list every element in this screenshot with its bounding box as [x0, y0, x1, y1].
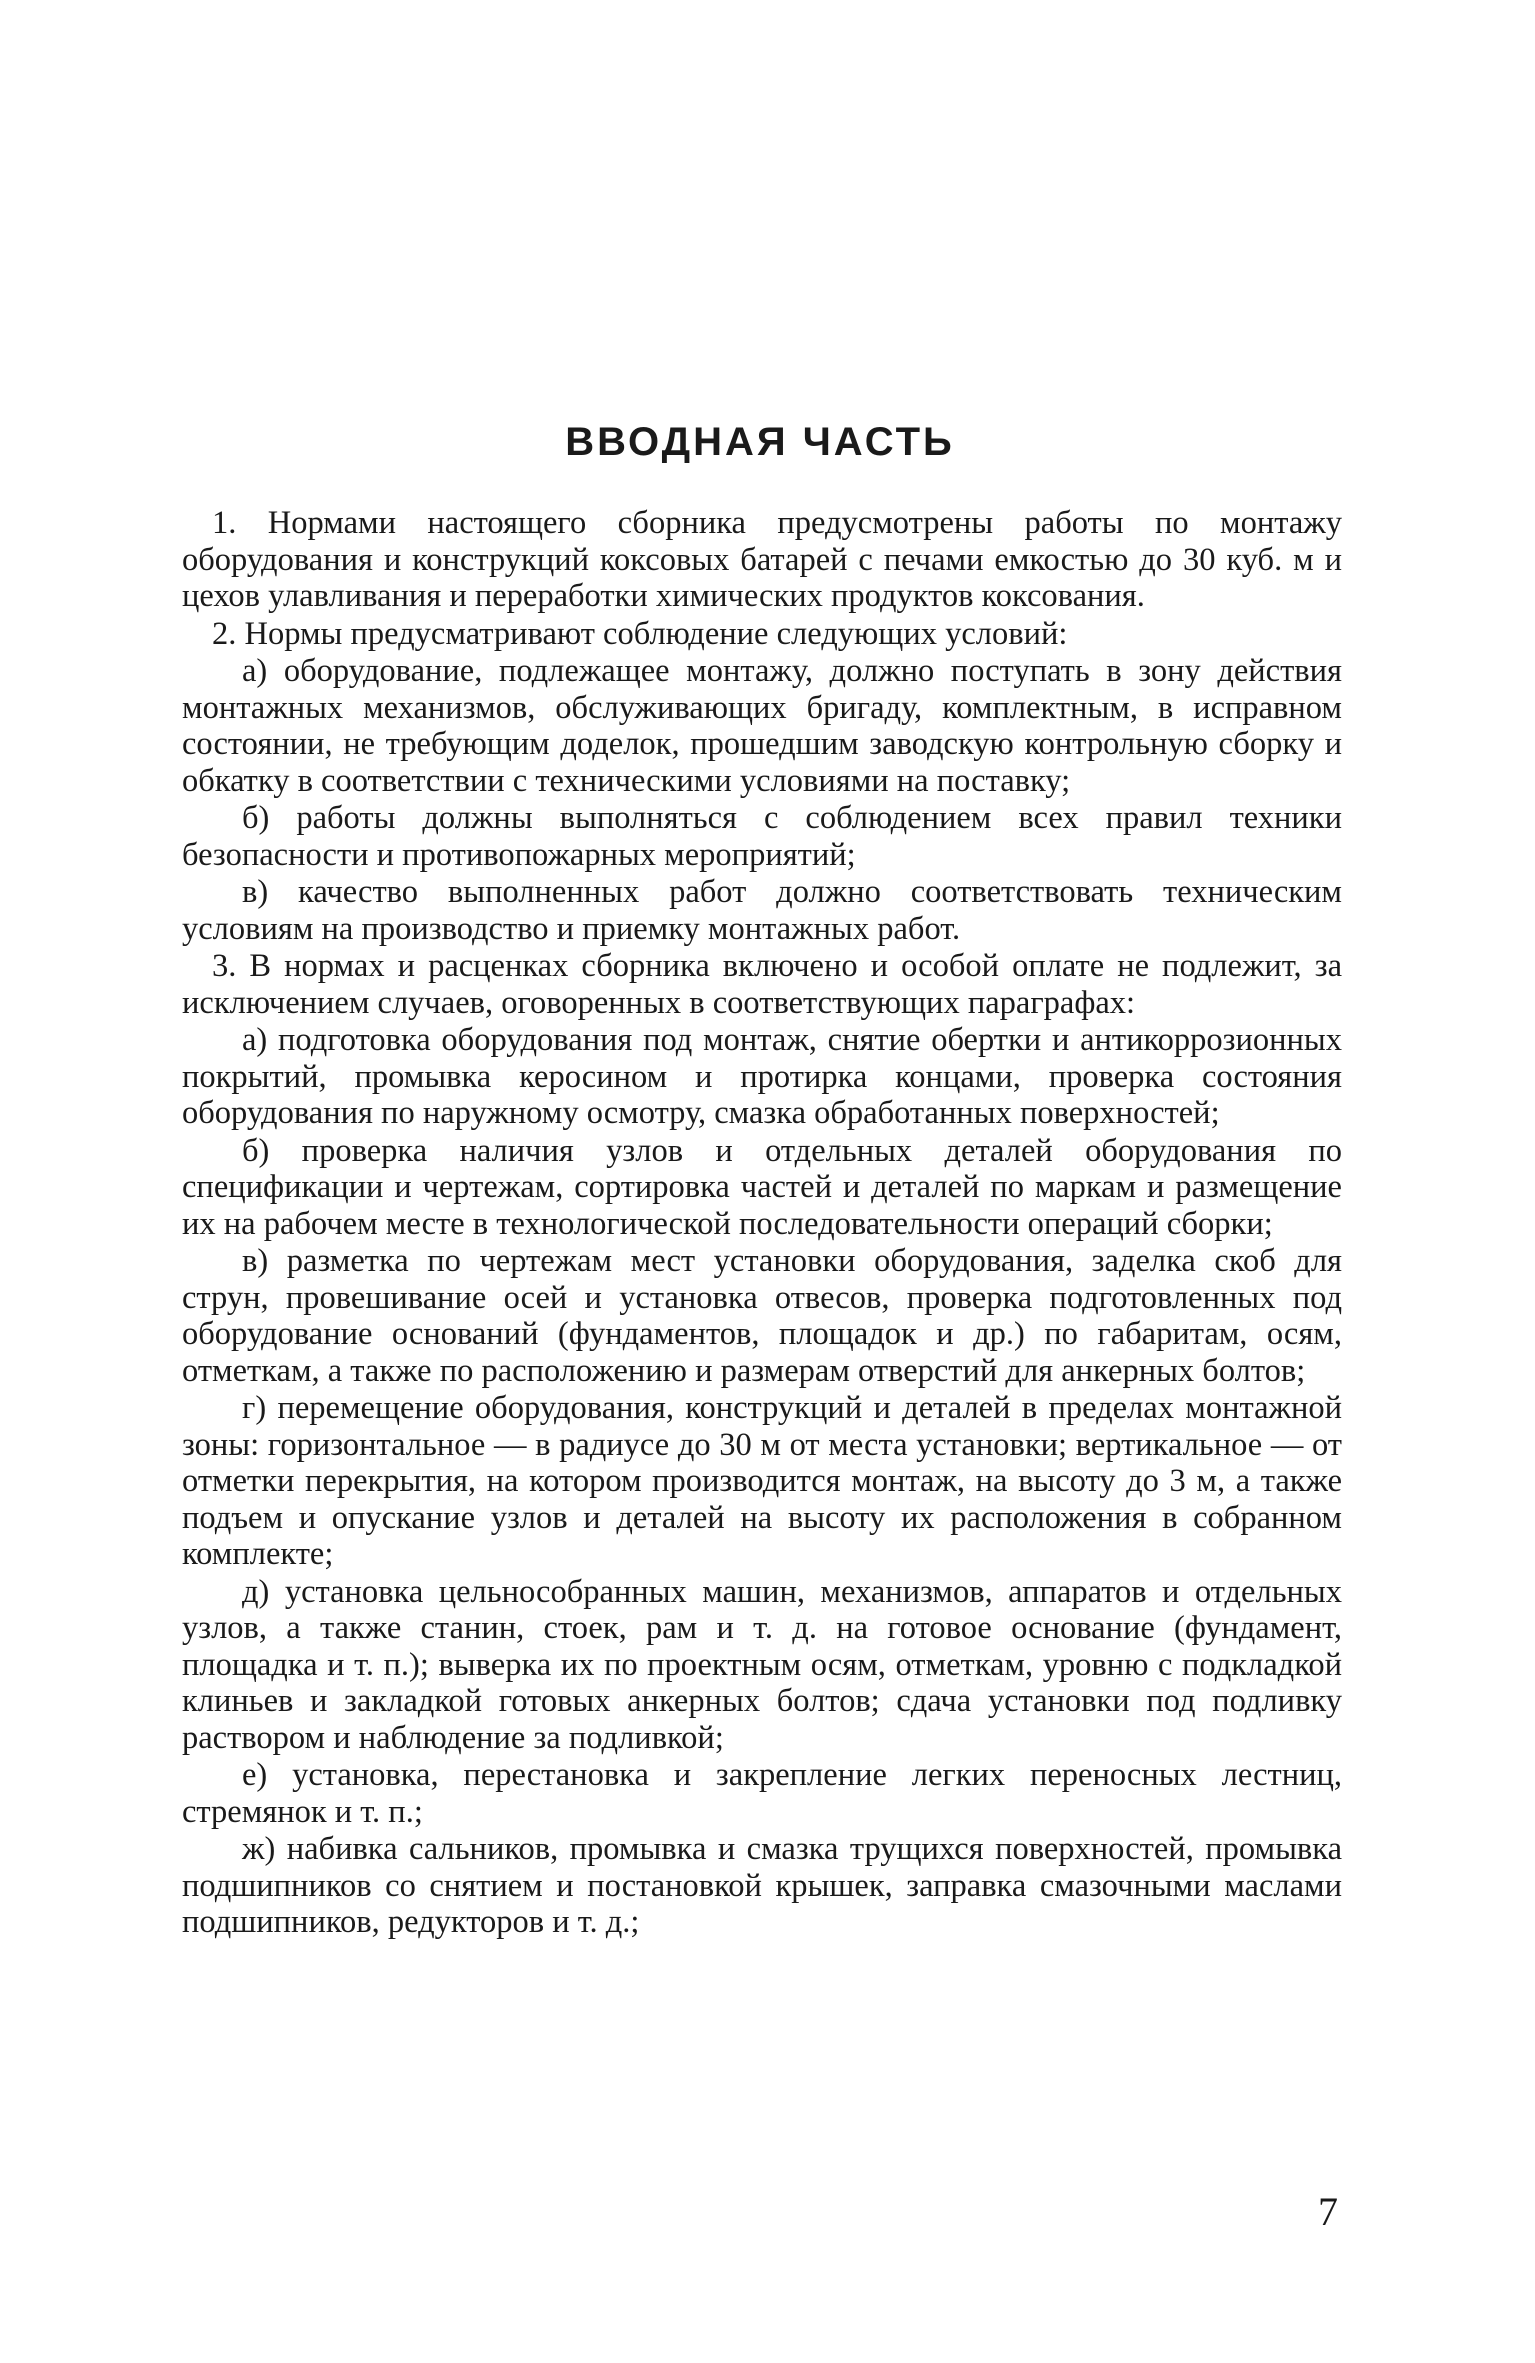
paragraph-3e: е) установка, перестановка и закрепление легких переносных лестниц, стремянок и т. п.; — [182, 1757, 1342, 1830]
paragraph-3v: в) разметка по чертежам мест установки оборудования, заделка скоб для струн, провешивание осей и установка отвесов, проверка подготовленных под оборудование оснований (фундаментов, площадок и др.) по габаритам, осям, отметкам, а также по расположению и размерам отверстий для анкерных болтов; — [182, 1243, 1342, 1389]
paragraph-3g: г) перемещение оборудования, конструкций и деталей в пределах монтажной зоны: горизонтальное — в радиусе до 30 м от места установки; вертикальное — от отметки перекрытия, на котором производится монтаж, на высоту до 3 м, а также подъем и опускание узлов и деталей на высоту их расположения в собранном комплекте; — [182, 1390, 1342, 1572]
paragraph-3b: б) проверка наличия узлов и отдельных деталей оборудования по спецификации и чертежам, сортировка частей и деталей по маркам и размещение их на рабочем месте в технологической последовательности операций сборки; — [182, 1132, 1342, 1242]
paragraph-2: 2. Нормы предусматривают соблюдение следующих условий: — [212, 615, 1068, 652]
section-heading: ВВОДНАЯ ЧАСТЬ — [565, 420, 955, 464]
paragraph-2b: б) работы должны выполняться с соблюдением всех правил техники безопасности и противопожарных мероприятий; — [182, 800, 1342, 873]
paragraph-3zh: ж) набивка сальников, промывка и смазка трущихся поверхностей, промывка подшипников со снятием и постановкой крышек, заправка смазочными маслами подшипников, редукторов и т. д.; — [182, 1831, 1342, 1940]
paragraph-2v: в) качество выполненных работ должно соответствовать техническим условиям на производство и приемку монтажных работ. — [182, 874, 1342, 947]
paragraph-3: 3. В нормах и расценках сборника включено и особой оплате не подлежит, за исключением случаев, оговоренных в соответствующих параграфах: — [182, 948, 1342, 1021]
body-text — [182, 505, 1342, 1942]
paragraph-3a: а) подготовка оборудования под монтаж, снятие обертки и антикоррозионных покрытий, промывка керосином и протирка концами, проверка состояния оборудования по наружному осмотру, смазка обработанных поверхностей; — [182, 1022, 1342, 1131]
paragraph-1: 1. Нормами настоящего сборника предусмотрены работы по монтажу оборудования и конструкций коксовых батарей с печами емкостью до 30 куб. м и цехов улавливания и переработки химических продуктов коксования. — [182, 505, 1342, 614]
paragraph-3d: д) установка цельнособранных машин, механизмов, аппаратов и отдельных узлов, а также станин, стоек, рам и т. д. на готовое основание (фундамент, площадка и т. п.); выверка их по проектным осям, отметкам, уровню с подкладкой клиньев и закладкой готовых анкерных болтов; сдача установки под подливку раствором и наблюдение за подливкой; — [182, 1573, 1342, 1756]
paragraph-2a: а) оборудование, подлежащее монтажу, должно поступать в зону действия монтажных механизмов, обслуживающих бригаду, комплектным, в исправном состоянии, не требующим доделок, прошедшим заводскую контрольную сборку и обкатку в соответствии с техническими условиями на поставку; — [182, 653, 1342, 799]
page-number: 7 — [1318, 2189, 1338, 2234]
